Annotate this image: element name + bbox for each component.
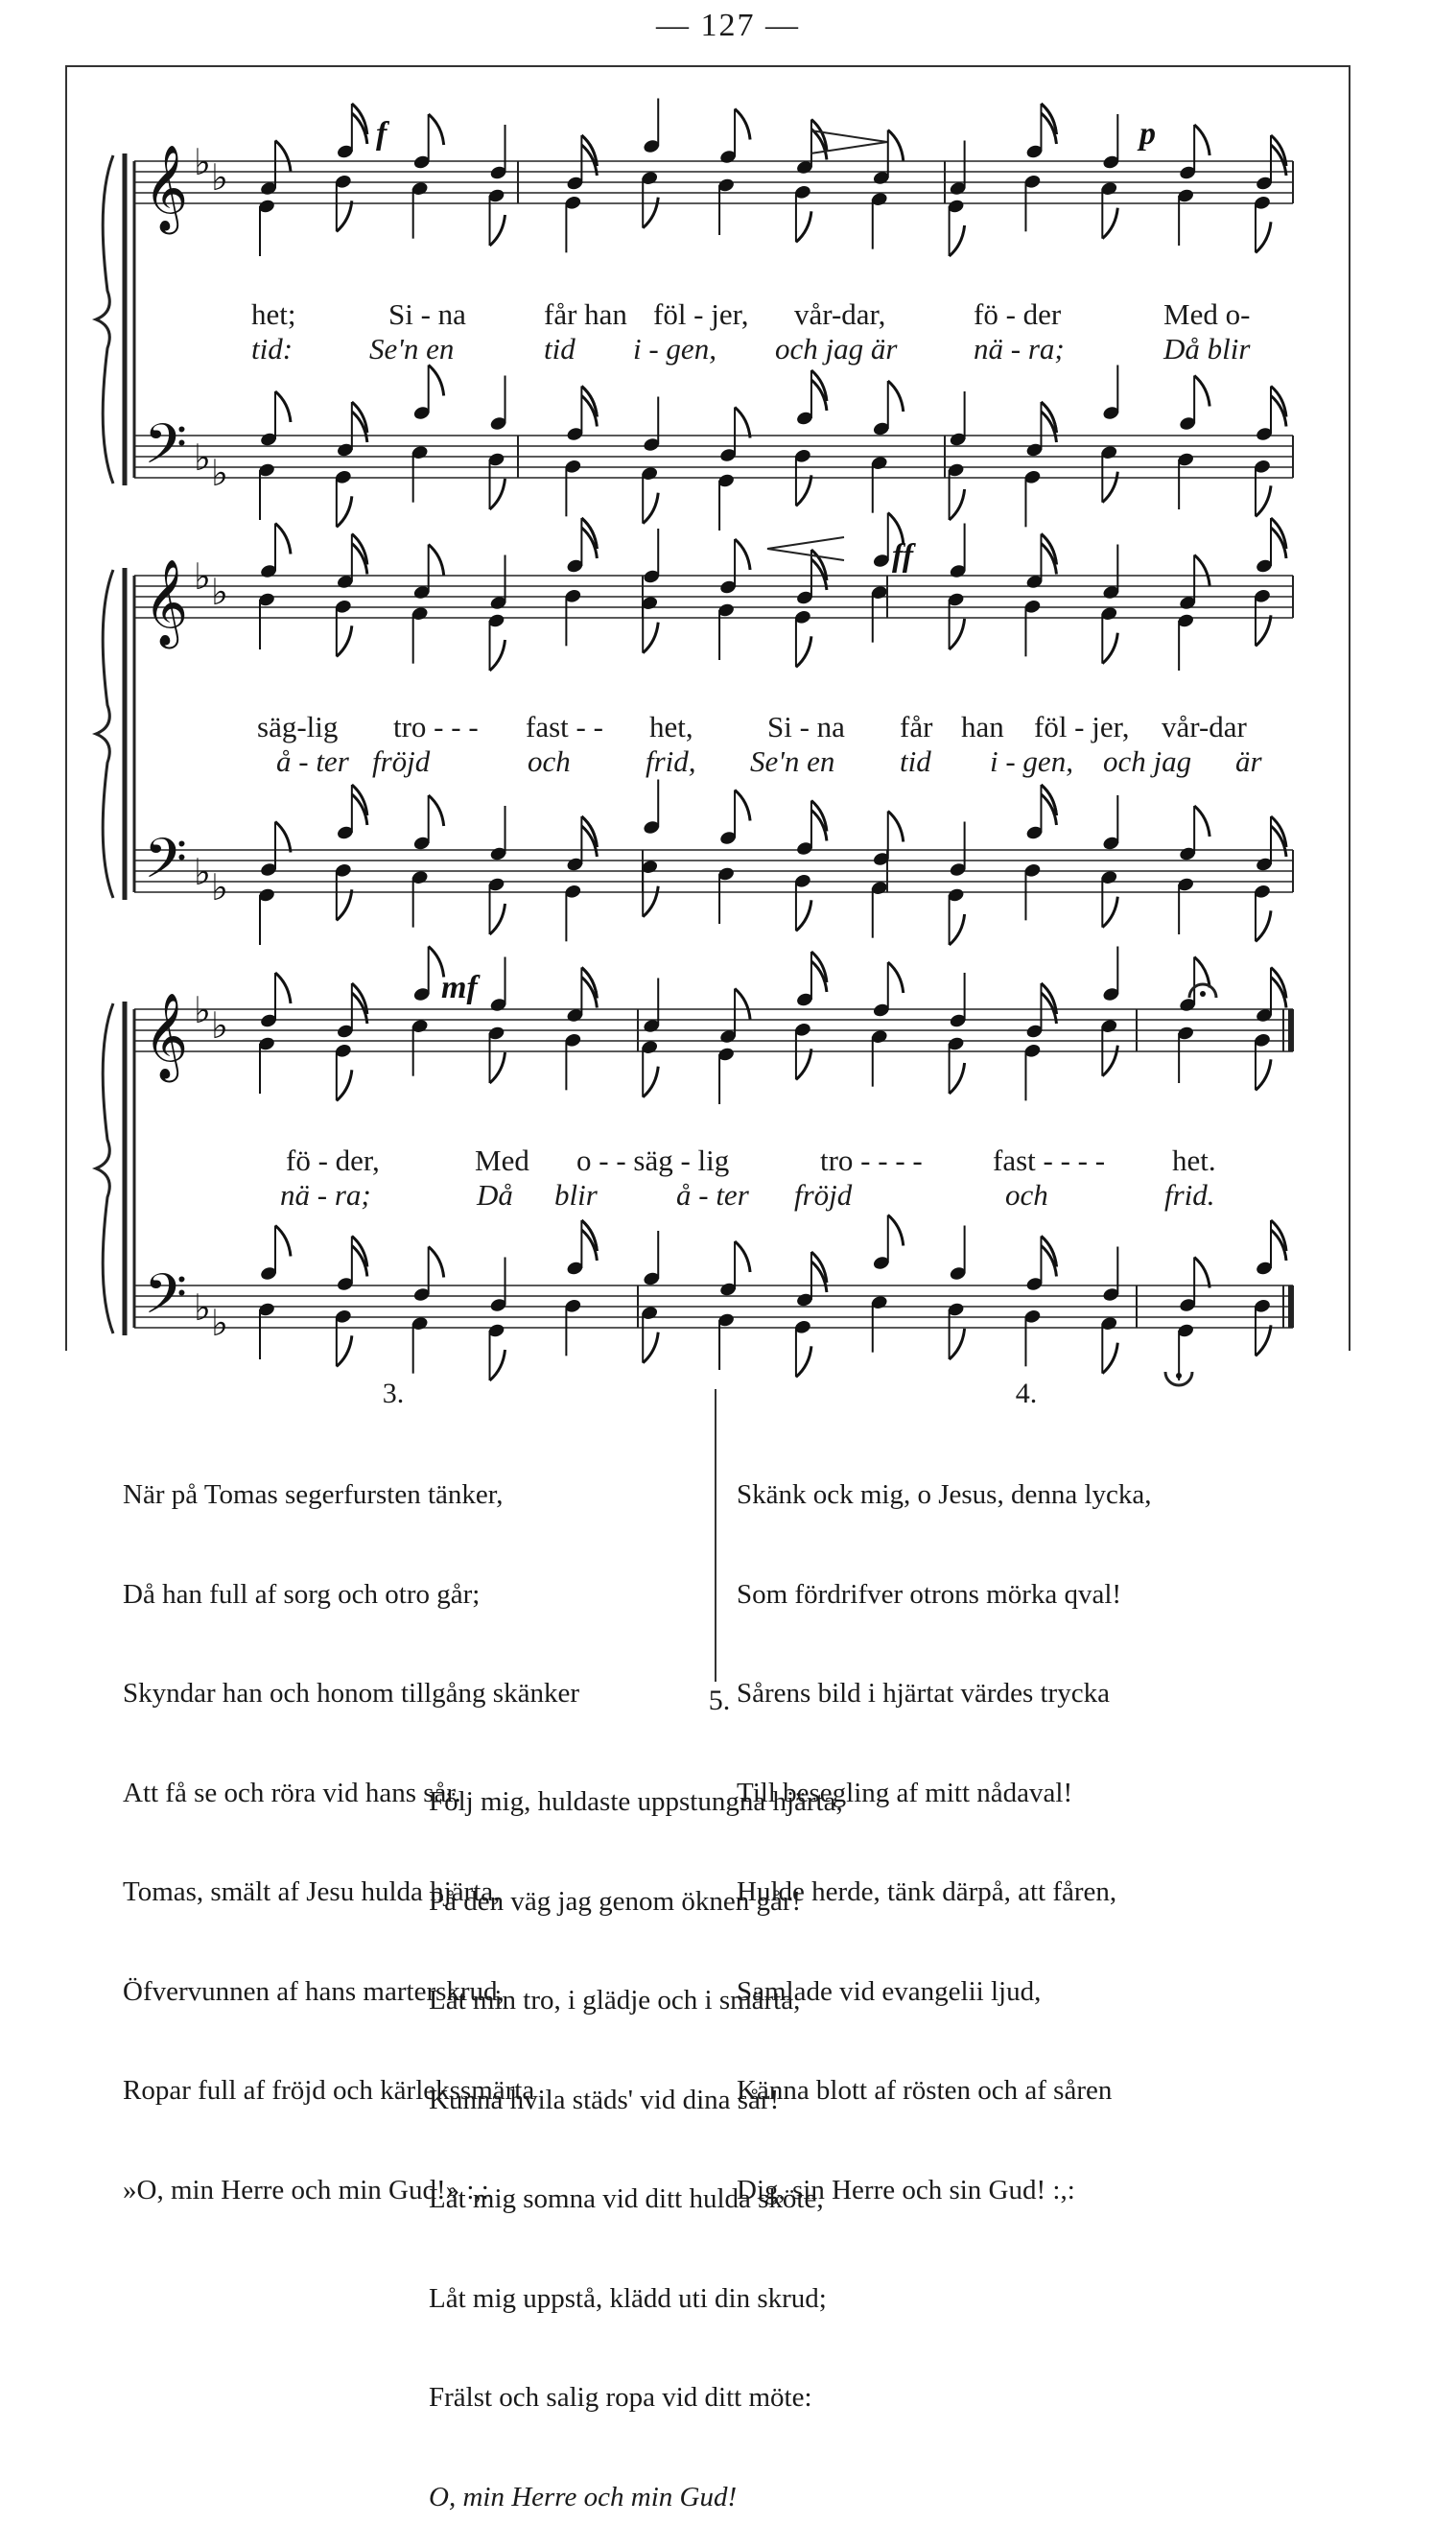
note-flag xyxy=(1256,1325,1271,1356)
lyric-syllable: tid xyxy=(900,744,931,778)
verse-line: Skänk ock mig, o Jesus, denna lycka, xyxy=(737,1479,1152,1510)
note-flag xyxy=(581,1220,597,1261)
lyric-syllable: i - gen, xyxy=(990,744,1073,778)
lyric-syllable: nä - ra; xyxy=(974,332,1065,366)
note-flag xyxy=(490,904,505,934)
flat-icon: ♭ xyxy=(194,141,211,183)
lyric-syllable: blir xyxy=(554,1178,598,1212)
note-flag xyxy=(1194,1258,1209,1288)
note-flag xyxy=(1194,806,1209,837)
system1-lyrics-verse1 xyxy=(0,297,1456,332)
flat-icon: ♭ xyxy=(194,851,211,893)
verse-5-number: 5. xyxy=(708,1685,731,1716)
note-flag xyxy=(950,914,965,945)
note-flag xyxy=(581,518,597,558)
lyric-syllable: får xyxy=(900,710,933,743)
note-flag xyxy=(337,1335,352,1366)
note-flag xyxy=(796,900,811,931)
note-flag xyxy=(1271,518,1286,558)
note-flag xyxy=(1102,897,1117,928)
note-flag xyxy=(888,962,904,993)
note-flag xyxy=(643,493,658,524)
lyric-syllable: vår-dar, xyxy=(794,297,886,331)
note-flag xyxy=(275,391,291,422)
note-flag xyxy=(490,479,505,509)
treble-clef-icon: 𝄞 xyxy=(144,993,189,1079)
note-flag xyxy=(643,886,658,917)
verse-line: Låt mig somna vid ditt hulda sköte, xyxy=(429,2183,824,2214)
note-flag xyxy=(735,790,750,821)
note-flag xyxy=(950,489,965,520)
note-flag xyxy=(1102,633,1117,664)
treble-clef-icon: 𝄞 xyxy=(144,559,189,646)
lyric-syllable: fö - der xyxy=(974,297,1062,331)
note-flag xyxy=(735,408,750,438)
note-flag xyxy=(429,1247,444,1278)
note-flag xyxy=(1194,125,1209,155)
verse-line: Som fördrifver otrons mörka qval! xyxy=(737,1578,1122,1610)
verse-divider xyxy=(715,1389,716,1682)
lyric-syllable: å - ter xyxy=(276,744,349,778)
system3-lyrics-verse2 xyxy=(0,1178,1456,1213)
note-flag xyxy=(796,475,811,506)
lyric-syllable: het; xyxy=(251,297,296,331)
note-flag xyxy=(337,625,352,656)
note-flag xyxy=(1271,387,1286,427)
crescendo-hairpin xyxy=(767,537,844,560)
verse-line: Låt mig uppstå, klädd uti din skrud; xyxy=(429,2282,827,2314)
note-flag xyxy=(950,1329,965,1359)
verse-line: Öfvervunnen af hans marterskrud, xyxy=(123,1975,505,2007)
note-flag xyxy=(1256,1059,1271,1090)
lyric-syllable: tid xyxy=(544,332,575,366)
lyric-syllable: får han xyxy=(544,297,627,331)
note-flag xyxy=(490,1350,505,1380)
flat-icon: ♭ xyxy=(211,452,228,494)
lyric-syllable: frid. xyxy=(1164,1178,1215,1212)
note-flag xyxy=(888,130,904,161)
verse-line: Skyndar han och honom tillgång skänker xyxy=(123,1678,579,1709)
note-flag xyxy=(1102,472,1117,503)
note-flag xyxy=(1041,1237,1056,1277)
bass-clef-icon: 𝄢 xyxy=(144,826,188,905)
note-flag xyxy=(796,1049,811,1079)
note-flag xyxy=(490,640,505,671)
dynamic-marking: ff xyxy=(892,538,914,574)
note-flag xyxy=(735,539,750,570)
lyric-syllable: tro - - - - xyxy=(820,1144,923,1177)
note-flag xyxy=(796,211,811,242)
verse-line: Känna blott af rösten och af såren xyxy=(737,2075,1113,2106)
lyric-syllable: Se'n en xyxy=(369,332,455,366)
note-flag xyxy=(1041,983,1056,1024)
lyric-syllable: het. xyxy=(1172,1144,1216,1177)
lyric-syllable: fröjd xyxy=(372,744,431,778)
fermata-icon xyxy=(1200,991,1206,997)
note-flag xyxy=(643,1067,658,1097)
lyric-syllable: och jag xyxy=(1103,744,1192,778)
verse-final-line: O, min Herre och min Gud! xyxy=(429,2481,738,2512)
note-flag xyxy=(1041,785,1056,825)
note-flag xyxy=(1102,1046,1117,1076)
verse-line: Till besegling af mitt nådaval! xyxy=(737,1777,1073,1808)
verse-line: Ropar full af fröjd och kärlekssmärta xyxy=(123,2075,535,2106)
note-flag xyxy=(1041,534,1056,575)
note-flag xyxy=(1194,555,1209,586)
note-flag xyxy=(352,983,367,1024)
note-flag xyxy=(811,370,827,411)
note-flag xyxy=(796,1346,811,1377)
note-flag xyxy=(275,524,291,554)
lyric-syllable: föl - jer, xyxy=(1034,710,1130,743)
fermata-icon xyxy=(1176,1373,1182,1379)
verse-line: Frälst och salig ropa vid ditt möte: xyxy=(429,2382,812,2413)
flat-icon: ♭ xyxy=(211,571,228,613)
bass-clef-icon: 𝄢 xyxy=(144,412,188,490)
system3-lyrics-verse1 xyxy=(0,1144,1456,1178)
note-flag xyxy=(643,198,658,228)
bass-clef-icon: 𝄢 xyxy=(144,1262,188,1340)
lyric-syllable: i - gen, xyxy=(633,332,716,366)
note-flag xyxy=(275,973,291,1003)
note-flag xyxy=(735,989,750,1020)
lyric-syllable: föl - jer, xyxy=(653,297,749,331)
lyric-syllable: vår-dar xyxy=(1162,710,1247,743)
lyric-syllable: Med xyxy=(475,1144,529,1177)
note-flag xyxy=(429,545,444,576)
lyric-syllable: han xyxy=(961,710,1004,743)
note-flag xyxy=(888,1215,904,1246)
lyric-syllable: tro - - - xyxy=(393,710,479,743)
flat-icon: ♭ xyxy=(211,1302,228,1344)
lyric-syllable: å - ter xyxy=(676,1178,749,1212)
verse-line: Följ mig, huldaste uppstungna hjärta, xyxy=(429,1786,843,1817)
note-flag xyxy=(1271,135,1286,176)
lyric-syllable: het, xyxy=(649,710,693,743)
note-flag xyxy=(735,109,750,140)
note-flag xyxy=(888,381,904,412)
note-flag xyxy=(337,200,352,231)
note-flag xyxy=(1194,376,1209,407)
note-flag xyxy=(429,795,444,826)
note-flag xyxy=(811,801,827,841)
verse-line: Tomas, smält af Jesu hulda hjärta, xyxy=(123,1876,501,1907)
note-flag xyxy=(1256,222,1271,252)
lyric-syllable: och jag är xyxy=(775,332,898,366)
note-flag xyxy=(643,1332,658,1363)
page-number: — 127 — xyxy=(656,8,800,43)
verse-line: Hulde herde, tänk därpå, att fåren, xyxy=(737,1876,1117,1907)
system2-lyrics-verse2 xyxy=(0,744,1456,779)
verse-line: Att få se och röra vid hans sår. xyxy=(123,1777,461,1808)
verse-3-number: 3. xyxy=(382,1378,405,1409)
verse-5 xyxy=(429,1719,843,2547)
flat-icon: ♭ xyxy=(194,436,211,479)
verse-line: När på Tomas segerfursten tänker, xyxy=(123,1479,504,1510)
note-flag xyxy=(1256,485,1271,516)
lyric-syllable: är xyxy=(1235,744,1262,778)
lyric-syllable: Då xyxy=(477,1178,513,1212)
note-flag xyxy=(352,104,367,144)
note-flag xyxy=(352,785,367,825)
note-flag xyxy=(490,1052,505,1083)
note-flag xyxy=(275,1226,291,1257)
lyric-syllable: och xyxy=(528,744,571,778)
system1-lyrics-verse2 xyxy=(0,332,1456,366)
note-flag xyxy=(1256,615,1271,646)
note-flag xyxy=(337,1070,352,1100)
lyric-syllable: Med o- xyxy=(1163,297,1251,331)
flat-icon: ♭ xyxy=(194,555,211,598)
note-flag xyxy=(352,534,367,575)
note-flag xyxy=(1102,208,1117,239)
lyric-syllable: Si - na xyxy=(388,297,466,331)
note-flag xyxy=(888,812,904,842)
note-flag xyxy=(735,1241,750,1272)
verse-line: Då han full af sorg och otro går; xyxy=(123,1578,481,1610)
treble-clef-icon: 𝄞 xyxy=(144,145,189,231)
note-flag xyxy=(581,387,597,427)
note-flag xyxy=(581,968,597,1008)
verse-line: Dig, sin Herre och sin Gud! :,: xyxy=(737,2174,1075,2205)
note-flag xyxy=(1271,1220,1286,1261)
lyric-syllable: och xyxy=(1005,1178,1048,1212)
flat-icon: ♭ xyxy=(211,1004,228,1047)
note-flag xyxy=(950,1063,965,1094)
flat-icon: ♭ xyxy=(211,156,228,199)
note-flag xyxy=(429,366,444,396)
flat-icon: ♭ xyxy=(194,1286,211,1329)
dynamic-marking: mf xyxy=(441,970,478,1005)
verse-line: Kunna hvila städs' vid dina sår! xyxy=(429,2084,780,2115)
note-flag xyxy=(352,1237,367,1277)
verse-line: På den väg jag genom öknen går! xyxy=(429,1885,802,1917)
lyric-syllable: Se'n en xyxy=(750,744,835,778)
note-flag xyxy=(337,889,352,920)
lyric-syllable: säg-lig xyxy=(257,710,339,743)
verse-4-number: 4. xyxy=(1015,1378,1038,1409)
lyric-syllable: o - - säg - lig xyxy=(576,1144,730,1177)
verse-line: Samlade vid evangelii ljud, xyxy=(737,1975,1042,2007)
note-flag xyxy=(275,822,291,853)
note-flag xyxy=(429,114,444,145)
verse-line: Sårens bild i hjärtat värdes trycka xyxy=(737,1678,1110,1709)
note-flag xyxy=(796,636,811,667)
note-flag xyxy=(1271,968,1286,1008)
note-flag xyxy=(337,496,352,527)
lyric-syllable: nä - ra; xyxy=(280,1178,371,1212)
note-flag xyxy=(950,225,965,256)
lyric-syllable: fö - der, xyxy=(286,1144,380,1177)
lyric-syllable: Då blir xyxy=(1163,332,1251,366)
dynamic-marking: f xyxy=(376,116,387,152)
note-flag xyxy=(581,135,597,176)
lyric-syllable: tid: xyxy=(251,332,294,366)
verse-line: Låt min tro, i glädje och i smärta, xyxy=(429,1985,801,2016)
lyric-syllable: Si - na xyxy=(767,710,845,743)
dynamic-marking: p xyxy=(1139,116,1156,152)
lyric-syllable: fröjd xyxy=(794,1178,853,1212)
flat-icon: ♭ xyxy=(194,989,211,1031)
note-flag xyxy=(1256,910,1271,941)
lyric-syllable: fast - - xyxy=(526,710,603,743)
lyric-syllable: fast - - - - xyxy=(993,1144,1106,1177)
note-flag xyxy=(275,141,291,172)
lyric-syllable: frid, xyxy=(646,744,696,778)
note-flag xyxy=(1041,104,1056,144)
note-flag xyxy=(643,623,658,653)
verse-line: »O, min Herre och min Gud!» :,: xyxy=(123,2174,489,2205)
note-flag xyxy=(1102,1343,1117,1374)
note-flag xyxy=(950,619,965,649)
note-flag xyxy=(490,215,505,246)
system2-lyrics-verse1 xyxy=(0,710,1456,744)
note-flag xyxy=(811,952,827,992)
flat-icon: ♭ xyxy=(211,866,228,908)
